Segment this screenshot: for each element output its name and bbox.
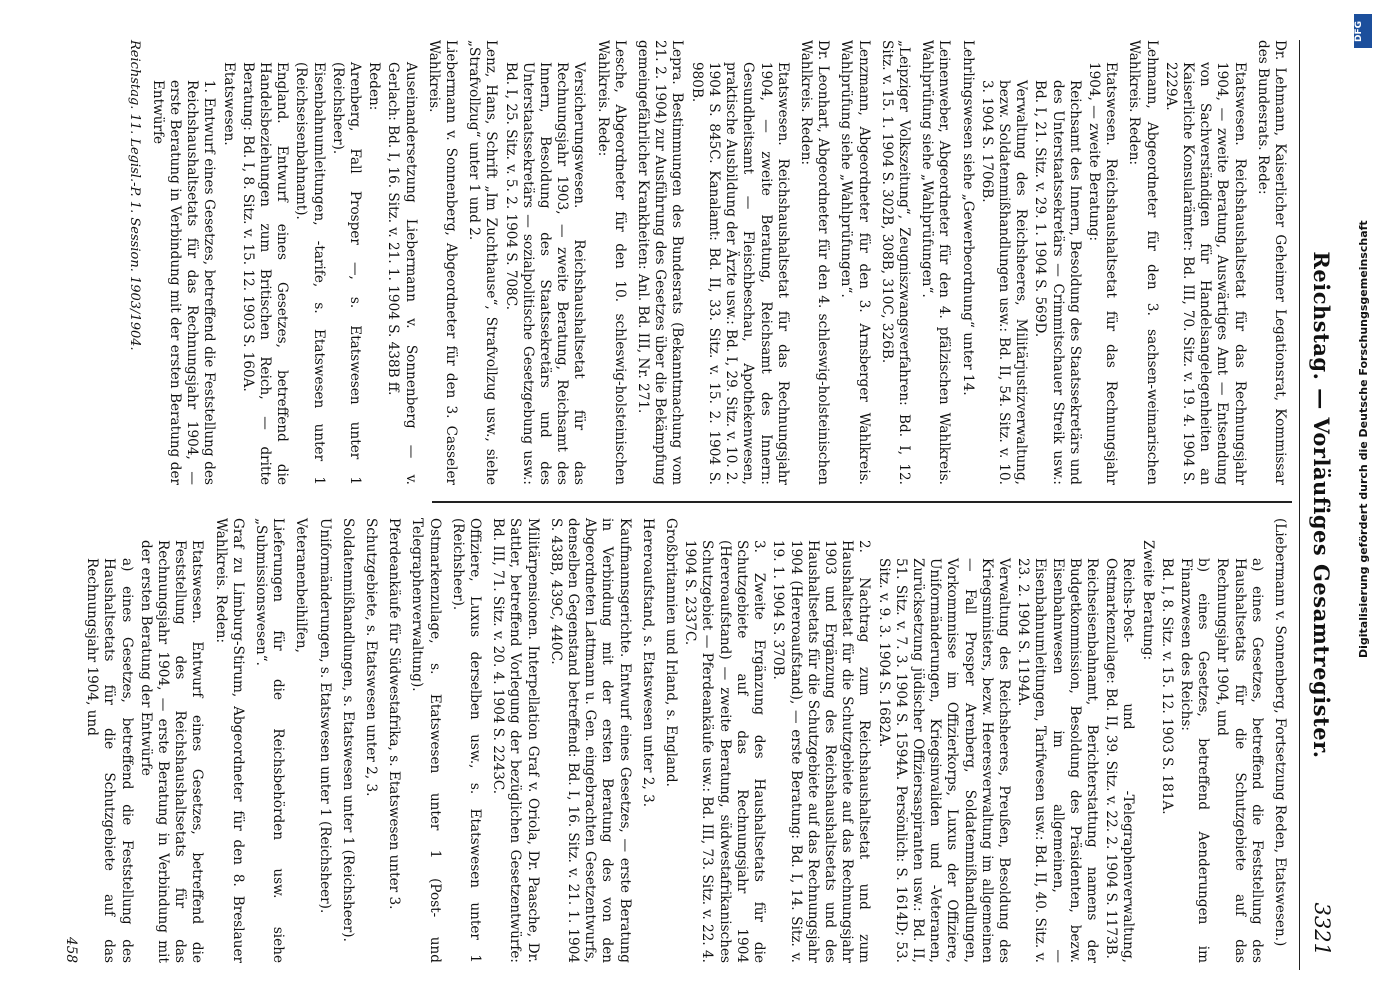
index-entry: Dr. Leonhart, Abgeordneter für den 4. schleswig-holsteinischen Wahlkreis. Reden:: [797, 40, 832, 485]
page-marker: 458: [63, 937, 79, 963]
index-entry: b) eines Gesetzes, betreffend Aenderungen im Finanzwesen des Reichs:: [1177, 558, 1212, 963]
page-footer: Reichstag. 11. Legisl.-P. 1. Session. 1903/1904.: [126, 40, 142, 351]
index-entry: Versicherungswesen. Reichshaushaltsetat für das Rechnungsjahr 1903, — zweite Beratung, Reichsamt des Innern, Besoldung des Staatssekretärs und des Unterstaatssekretärs — sozialpolitische Gesetzgebung usw.: Bd. I, 25. Sitz. v. 5. 2. 1904 S. 708C.: [502, 62, 588, 485]
index-entry: „Leipziger Volkszeitung“, Zeugniszwangsverfahren: Bd. I, 12. Sitz. v. 15. 1. 1904 S. 302B, 308B, 310C, 326B.: [878, 40, 912, 485]
index-entry: England. Entwurf eines Gesetzes, betreffend die Handelsbeziehungen zum Britischen Reich, — dritte Beratung: Bd. I, 8. Sitz. v. 15. 12. 1903 S. 160A.: [239, 62, 291, 485]
index-entry: Bd. I, 8. Sitz. v. 15. 12. 1903 S. 181A.: [1158, 558, 1175, 815]
right-column: [63, 518, 1288, 963]
index-entry: Ostmarkenzulage, s. Etatswesen unter 1 (Post- und Telegraphenverwaltung).: [409, 518, 443, 963]
index-entry: 2. Nachtrag zum Reichshaushaltsetat und zum Haushaltsetat für die Schutzgebiete auf das Rechnungsjahr 1903 und Ergänzung des Reichshaushaltsetats und des Haushaltsetats für die Schutzgebiete auf das Rechnungsjahr 1904 (Hereroaufstand), — erste Beratung: Bd. I, 14. Sitz. v. 19. 1. 1904 S. 370B.: [770, 540, 873, 963]
index-entry: a) eines Gesetzes, betreffend die Feststellung des Haushaltsetats für die Schutzgebiete auf das Rechnungsjahr 1904, und: [84, 558, 135, 963]
index-entry: Reichs-Post- und -Telegraphenverwaltung, Ostmarkenzulage: Bd. II, 39. Sitz. v. 22. 2. 1904 S. 1173B.: [1103, 558, 1137, 963]
index-entry: Lehmann, Abgeordneter für den 3. sachsen-weimarischen Wahlkreis. Reden:: [1126, 40, 1160, 485]
page-title: Reichstag. — Vorläufiges Gesamtregister.: [1309, 251, 1334, 759]
index-entry: Veteranenbeihilfen,: [293, 518, 310, 653]
dfg-logo: DFG: [1354, 14, 1372, 48]
index-entry: Auseinandersetzung Liebermann v. Sonnenberg — v. Gerlach: Bd. I, 16. Sitz. v. 21. 1. 1904 S. 438B ff.: [385, 62, 419, 485]
credit-text: Digitalisierung gefördert durch die Deutsche Forschungsgemeinschaft: [1357, 220, 1370, 658]
index-entry: Uniformänderungen, s. Etatswesen unter 1 (Reichsheer).: [316, 518, 333, 914]
index-entry: Pferdeankäufe für Südwestafrika, s. Etatswesen unter 3.: [386, 518, 403, 910]
index-entry: Etatswesen. Reichshaushaltsetat für das Rechnungsjahr 1904, — zweite Beratung:: [1085, 62, 1120, 485]
index-entry: Etatswesen.: [220, 62, 237, 146]
index-entry: Lenzmann, Abgeordneter für den 3. Arnsberger Wahlkreis. Wahlprüfung siehe „Wahlprüfungen“.: [838, 40, 872, 485]
index-entry: Lenz, Hans, Schrift „Im Zuchthause“, Strafvollzug usw., siehe „Strafvollzug“ unter 1 und 2.: [466, 40, 500, 485]
index-entry: Verwaltung des Reichsheeres, Militärjustizverwaltung, bezw. Soldatenmißhandlungen usw.: Bd. II, 54. Sitz. v. 10. 3. 1904 S. 1706B.: [978, 80, 1030, 485]
index-entry: Dr. Lehmann, Kaiserlicher Geheimer Legationsrat, Kommissar des Bundesrats. Rede:: [1254, 40, 1288, 485]
document-page: [63, 40, 1340, 970]
index-entry: a) eines Gesetzes, betreffend die Feststellung des Haushaltsetats für die Schutzgebiete auf das Rechnungsjahr 1904, und: [1214, 558, 1265, 963]
index-entry: Liebermann v. Sonnenberg, Abgeordneter für den 3. Casseler Wahlkreis.: [425, 40, 460, 485]
index-entry: Graf zu Limburg-Stirum, Abgeordneter für den 8. Breslauer Wahlkreis. Reden:: [212, 518, 246, 963]
index-entry: Hereroaufstand, s. Etatswesen unter 2, 3.: [639, 518, 656, 808]
index-entry: Soldatenmißhandlungen, s. Etatswesen unter 1 (Reichsheer).: [339, 518, 356, 942]
credit-strip: [1348, 8, 1378, 992]
index-entry: 1. Entwurf eines Gesetzes, betreffend die Feststellung des Reichshaushaltsetats für das Rechnungsjahr 1904, — erste Beratung in Verbindung mit der ersten Beratung der Entwürfe: [149, 80, 218, 485]
index-entry: Etatswesen. Reichshaushaltsetat für das Rechnungsjahr 1904, — zweite Beratung, Auswärtiges Amt — Entsendung von Sachverständigen für Handelsangelegenheiten an Kaiserliche Konsularämter: Bd. III, 70. Sitz. v. 19. 4. 1904 S. 2229A.: [1162, 62, 1248, 485]
page-header: [1299, 40, 1340, 970]
index-entry: Großbritannien und Irland, s. England.: [663, 518, 680, 787]
index-entry: Lieferungen für die Reichsbehörden usw. siehe „Submissionswesen“.: [253, 518, 287, 963]
index-entry: Reden:: [366, 62, 383, 111]
index-entry: Leinenweber, Abgeordneter für den 4. pfälzischen Wahlkreis. Wahlprüfung siehe „Wahlprüfungen“.: [919, 40, 953, 485]
index-entry: Schutzgebiete, s. Etatswesen unter 2, 3.: [363, 518, 380, 797]
page-number: 3321: [1310, 902, 1334, 956]
index-entry: Lehrlingswesen siehe „Gewerbeordnung“ unter 14.: [959, 40, 976, 396]
left-column: [98, 40, 1288, 485]
index-entry: Eisenbahnumleitungen, -tarife, s. Etatswesen unter 1 (Reichseisenbahnamt).: [293, 62, 327, 485]
index-entry: Kaufmannsgerichte. Entwurf eines Gesetzes, — erste Beratung in Verbindung mit der ersten Beratung des von den Abgeordneten Lattmann u. Gen. eingebrachten Gesetzentwurfs, denselben Gegenstand betreffend: Bd. I, 16. Sitz. v. 21. 1. 1904 S. 438B, 439C, 440C.: [547, 518, 633, 963]
index-entry: 3. Zweite Ergänzung des Haushaltsetats für die Schutzgebiete auf das Rechnungsjahr 1904 (Hereroaufstand) — zweite Beratung, südwestafrikanisches Schutzgebiet — Pferdeankäufe usw.: Bd. III, 73. Sitz. v. 22. 4. 1904 S. 2337C.: [682, 540, 768, 963]
index-entry: Zweite Beratung:: [1139, 540, 1156, 661]
index-entry: (Liebermann v. Sonnenberg, Fortsetzung Reden, Etatswesen.): [1272, 518, 1288, 947]
index-entry: Offiziere, Luxus derselben usw., s. Etatswesen unter 1 (Reichsheer).: [449, 518, 484, 963]
index-entry: Militärpensionen. Interpellation Graf v. Oriola, Dr. Paasche, Dr. Sattler, betreffend Vorlegung der bezüglichen Gesetzentwürfe: Bd. III, 71. Sitz. v. 20. 4. 1904 S. 2243C.: [490, 518, 541, 963]
index-entry: Reichsamt des Innern, Besoldung des Staatssekretärs und des Unterstaatssekretärs — Crimmitschauer Streik usw.: Bd. I, 21. Sitz. v. 29. 1. 1904 S. 569D.: [1032, 80, 1083, 485]
index-entry: Etatswesen. Entwurf eines Gesetzes, betreffend die Feststellung des Reichshaushaltsetats für das Rechnungsjahr 1904, — erste Beratung in Verbindung mit der ersten Beratung der Entwürfe: [137, 540, 206, 963]
column-divider: [432, 501, 1292, 503]
index-entry: Arenberg, Fall Prosper —, s. Etatswesen unter 1 (Reichsheer).: [329, 62, 364, 485]
index-entry: Etatswesen. Reichshaushaltsetat für das Rechnungsjahr 1904, — zweite Beratung, Reichsamt des Innern: Gesundheitsamt — Fleischbeschau, Apothekenwesen, praktische Ausbildung der Ärzte usw.: Bd. I, 29. Sitz. v. 10. 2. 1904 S. 845C. Kanalamt: Bd. II, 33. Sitz. v. 15. 2. 1904 S. 980B.: [688, 62, 791, 485]
index-entry: Reichseisenbahnamt, Berichterstattung namens der Budgetkommission, Besoldung des Präsidenten, bezw. Eisenbahnwesen im allgemeinen, — Eisenbahnumleitungen, Tarifwesen usw.: Bd. II, 40. Sitz. v. 23. 2. 1904 S. 1194A.: [1015, 558, 1100, 963]
index-entry: Verwaltung des Reichsheeres, Preußen, Besoldung des Kriegsministers, bezw. Heeresverwaltung im allgemeinen — Fall Prosper Arenberg, Soldatenmißhandlungen, Vorkommnisse im Offizierkorps, Luxus der Offiziere, Uniformänderungen, Kriegsinvaliden und -Veteranen, Zurücksetzung jüdischer Offiziersaspiranten usw.: Bd. II, 51. Sitz. v. 7. 3. 1904 S. 1594A. Persönlich: S. 1614D; 53. Sitz. v. 9. 3. 1904 S. 1682A.: [875, 558, 1012, 963]
index-entry: Lesche, Abgeordneter für den 10. schleswig-holsteinischen Wahlkreis. Rede:: [594, 40, 628, 485]
index-entry: Lepra. Bestimmungen des Bundesrats (Bekanntmachung vom 21. 2. 1904) zur Ausführung des Gesetzes über die Bekämpfung gemeingefährlicher Krankheiten: Anl. Bd. III, Nr. 271.: [635, 40, 686, 485]
